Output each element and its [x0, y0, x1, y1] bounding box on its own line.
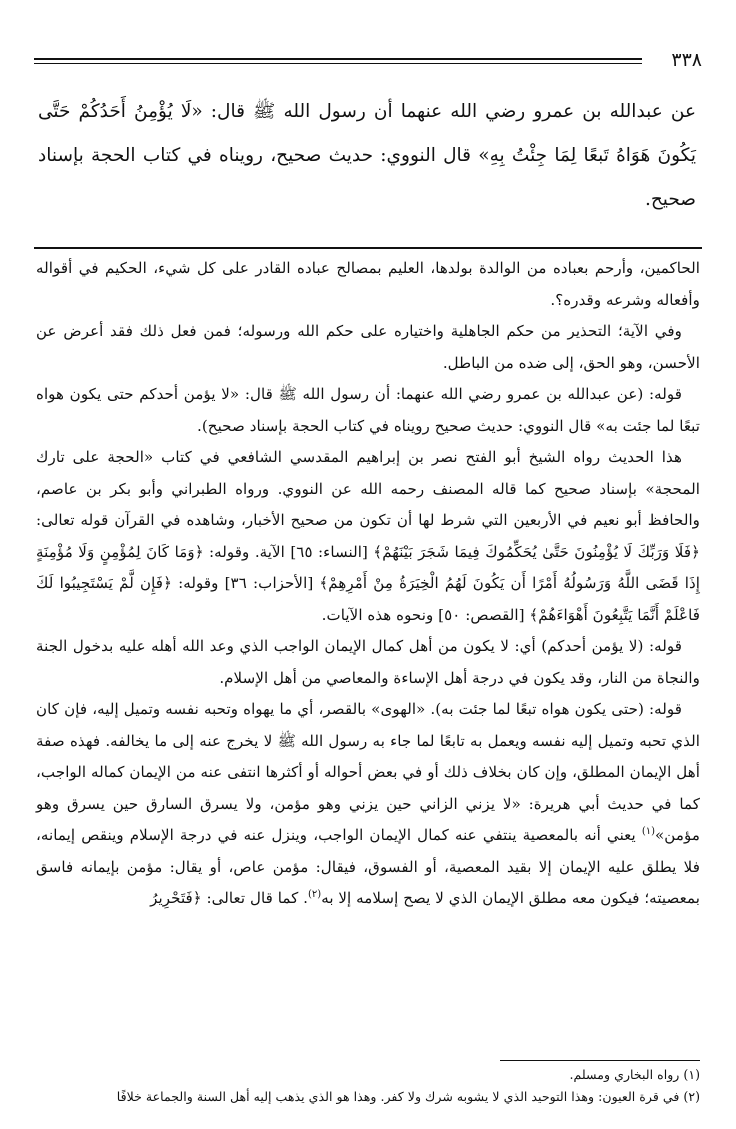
- commentary-paragraph: وفي الآية؛ التحذير من حكم الجاهلية واختياره على حكم الله ورسوله؛ فمن فعل ذلك فقد أعرض عن الأحسن، وهو الحق، إلى ضده من الباطل.: [36, 322, 700, 372]
- footnote-divider: [500, 1060, 700, 1061]
- commentary-paragraph: قوله: (لا يؤمن أحدكم) أي: لا يكون من أهل كمال الإيمان الواجب الذي وعد الله أهله عليه بدخول الجنة والنجاة من النار، وقد يكون في درجة أهل الإساءة والمعاصي من أهل الإسلام.: [36, 637, 700, 687]
- footnotes: [36, 1064, 700, 1108]
- footnote-ref-1[interactable]: (١): [641, 825, 656, 837]
- hadith-text: عن عبدالله بن عمرو رضي الله عنهما أن رسول الله ﷺ قال: «لَا يُؤْمِنُ أَحَدُكُمْ حَتَّى يَكُونَ هَوَاهُ تَبعًا لِمَا جِئْتُ بِهِ» قال النووي: حديث صحيح، رويناه في كتاب الحجة بإسناد صحيح.: [38, 101, 696, 210]
- commentary-paragraph: هذا الحديث رواه الشيخ أبو الفتح نصر بن إبراهيم المقدسي الشافعي في كتاب «الحجة على تارك المحجة» بإسناد صحيح كما قاله المصنف رحمه الله عن النووي. ورواه الطبراني وأبو بكر بن عاصم، والحافظ أبو نعيم في الأربعين التي شرط لها أن تكون من صحيح الأخبار، وشاهده في القرآن قوله تعالى: ﴿فَلَا وَرَبِّكَ لَا يُؤْمِنُونَ حَتَّىٰ يُحَكِّمُوكَ فِيمَا شَجَرَ بَيْنَهُمْ﴾ [النساء: ٦٥] الآية. وقوله: ﴿وَمَا كَانَ لِمُؤْمِنٍ وَلَا مُؤْمِنَةٍ إِذَا قَضَى اللَّهُ وَرَسُولُهُ أَمْرًا أَن يَكُونَ لَهُمُ الْخِيَرَةُ مِنْ أَمْرِهِمْ﴾ [الأحزاب: ٣٦] وقوله: ﴿فَإِن لَّمْ يَسْتَجِيبُوا لَكَ فَاعْلَمْ أَنَّمَا يَتَّبِعُونَ أَهْوَاءَهُمْ﴾ [القصص: ٥٠] ونحوه هذه الآيات.: [36, 448, 701, 624]
- commentary-paragraph: قوله: (عن عبدالله بن عمرو رضي الله عنهما: أن رسول الله ﷺ قال: «لا يؤمن أحدكم حتى يكون هواه تبعًا لما جئت به» قال النووي: حديث صحيح رويناه في كتاب الحجة بإسناد صحيح).: [36, 385, 700, 435]
- hadith-text-block: [38, 90, 696, 222]
- commentary-paragraph: [36, 694, 700, 915]
- footnote-ref-2[interactable]: (٢): [308, 888, 322, 900]
- page-header: [34, 50, 702, 70]
- commentary-text: . كما قال تعالى: ﴿فَتَحْرِيرُ: [150, 889, 308, 907]
- page-number: ٣٣٨: [671, 49, 702, 71]
- header-rule-thin: [34, 63, 642, 64]
- commentary-paragraph: الحاكمين، وأرحم بعباده من الوالدة بولدها، العليم بمصالح عباده القادر على كل شيء، الحكيم في أقواله وأفعاله وشرعه وقدره؟.: [36, 259, 700, 309]
- commentary-text: قوله: (حتى يكون هواه تبعًا لما جئت به). «الهوى» بالقصر، أي ما يهواه وتحبه نفسه وتميل إليه، فإن كان الذي تحبه وتميل إليه نفسه ويعمل به تابعًا لما جاء به رسول الله ﷺ لا يخرج عنه إلى ما يخالفه. فهذه صفة أهل الإيمان المطلق، وإن كان بخلاف ذلك أو في بعض أحواله أو أكثرها انتفى عنه من الإيمان كماله الواجب، كما في حديث أبي هريرة: «لا يزني الزاني حين يزني وهو مؤمن، ولا يسرق السارق حين يسرق وهو مؤمن»: [36, 700, 700, 844]
- section-divider: [34, 247, 702, 249]
- footnote-2: (٢) في قرة العيون: وهذا التوحيد الذي لا يشوبه شرك ولا كفر. وهذا هو الذي يذهب إليه أهل السنة والجماعة خلافًا: [116, 1089, 700, 1104]
- commentary-text: يعني أنه بالمعصية ينتفي عنه كمال الإيمان الواجب، وينزل عنه في درجة الإسلام وينقص إيمانه، فلا يطلق عليه الإيمان إلا بقيد المعصية، أو الفسوق، فيقال: مؤمن عاص، أو يقال: مؤمن بإيمانه فاسق بمعصيته؛ فيكون معه مطلق الإيمان الذي لا يصح إسلامه إلا به: [36, 826, 700, 907]
- commentary-body: [36, 253, 700, 915]
- footnote-1: (١) رواه البخاري ومسلم.: [569, 1067, 700, 1082]
- header-rule: [34, 58, 642, 60]
